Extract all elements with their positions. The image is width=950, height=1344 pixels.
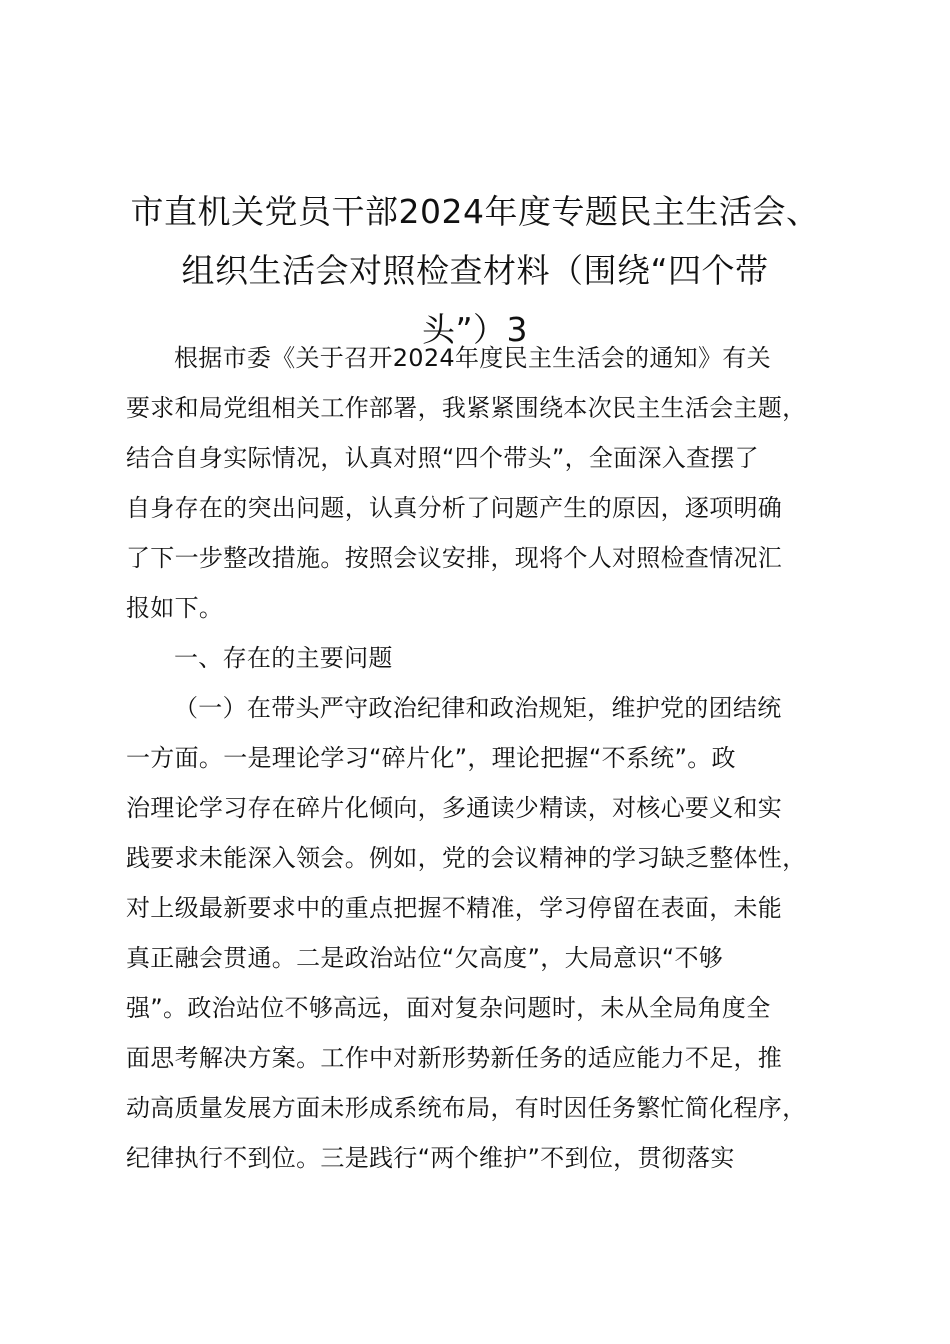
text-line: 治理论学习存在碎片化倾向，多通读少精读，对核心要义和实 (126, 794, 783, 822)
text-line: 真正融会贯通。二是政治站位“欠高度”，大局意识“不够 (126, 944, 724, 972)
intro-paragraph (126, 333, 866, 633)
text-line: 践要求未能深入领会。例如，党的会议精神的学习缺乏整体性， (126, 844, 807, 872)
text-line: 了下一步整改措施。按照会议安排，现将个人对照检查情况汇 (126, 544, 783, 572)
text-line: （一）在带头严守政治纪律和政治规矩，维护党的团结统 (174, 694, 782, 722)
title-line: 市直机关党员干部2024年度专题民主生活会、 (130, 192, 820, 232)
section-paragraph (126, 683, 866, 1183)
text-line: 一方面。一是理论学习“碎片化”，理论把握“不系统”。政 (126, 744, 736, 772)
title-line: 头”）3 (421, 310, 529, 350)
text-line: 一、存在的主要问题 (174, 644, 393, 672)
text-line: 动高质量发展方面未形成系统布局，有时因任务繁忙简化程序， (126, 1094, 807, 1122)
text-line: 强”。政治站位不够高远，面对复杂问题时，未从全局角度全 (126, 994, 771, 1022)
document-body (126, 333, 866, 1183)
text-line: 要求和局党组相关工作部署，我紧紧围绕本次民主生活会主题， (126, 394, 807, 422)
text-line: 面思考解决方案。工作中对新形势新任务的适应能力不足，推 (126, 1044, 783, 1072)
text-line: 对上级最新要求中的重点把握不精准，学习停留在表面，未能 (126, 894, 783, 922)
section-heading (126, 633, 866, 683)
text-line: 自身存在的突出问题，认真分析了问题产生的原因，逐项明确 (126, 494, 783, 522)
title-line: 组织生活会对照检查材料（围绕“四个带 (181, 251, 769, 291)
text-line: 纪律执行不到位。三是践行“两个维护”不到位，贯彻落实 (126, 1144, 735, 1172)
text-line: 报如下。 (126, 594, 224, 622)
text-line: 结合自身实际情况，认真对照“四个带头”，全面深入查摆了 (126, 444, 759, 472)
text-line: 根据市委《关于召开2024年度民主生活会的通知》有关 (174, 344, 771, 372)
